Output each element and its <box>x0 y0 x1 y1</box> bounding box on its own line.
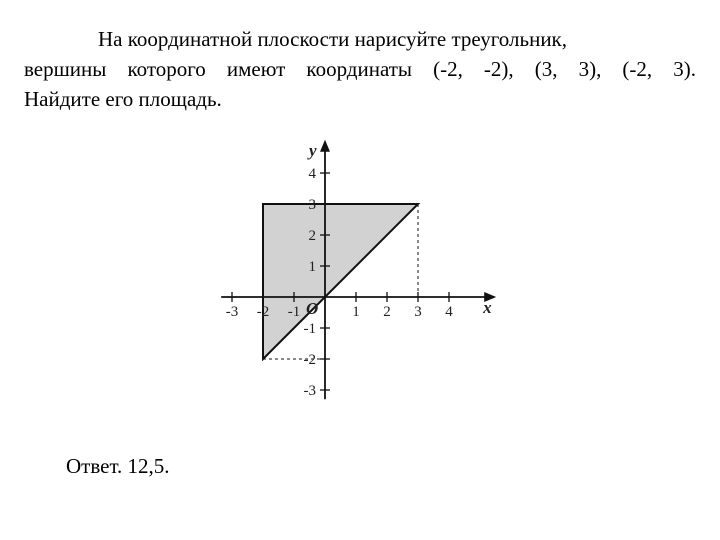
y-tick-label: -2 <box>303 352 316 368</box>
problem-line-2: вершины которого имеют координаты (-2, -2), (3, 3), (-2, 3). <box>24 57 696 81</box>
y-axis-arrow-icon <box>320 140 330 152</box>
origin-label: O <box>306 299 319 318</box>
y-tick-label: -1 <box>303 321 316 337</box>
x-tick-label: 2 <box>383 304 391 320</box>
answer-text: Ответ. 12,5. <box>66 454 170 478</box>
y-tick-label: 1 <box>308 259 316 275</box>
x-tick-label: -2 <box>256 304 270 320</box>
y-tick-label: -3 <box>303 383 316 399</box>
x-tick-label: -1 <box>287 304 301 320</box>
x-tick-label: -3 <box>225 304 239 320</box>
x-axis-name: x <box>483 298 492 317</box>
y-tick-label: 2 <box>308 228 316 244</box>
y-tick-label: 4 <box>308 166 316 182</box>
x-tick-label: 4 <box>445 304 453 320</box>
problem-line-1: На координатной плоскости нарисуйте треугольник, <box>98 27 568 51</box>
x-tick-label: 3 <box>414 304 422 320</box>
y-tick-label: 3 <box>308 197 316 213</box>
x-tick-label: 1 <box>352 304 360 320</box>
y-axis-name: y <box>309 140 317 160</box>
problem-line-3: Найдите его площадь. <box>24 87 222 111</box>
